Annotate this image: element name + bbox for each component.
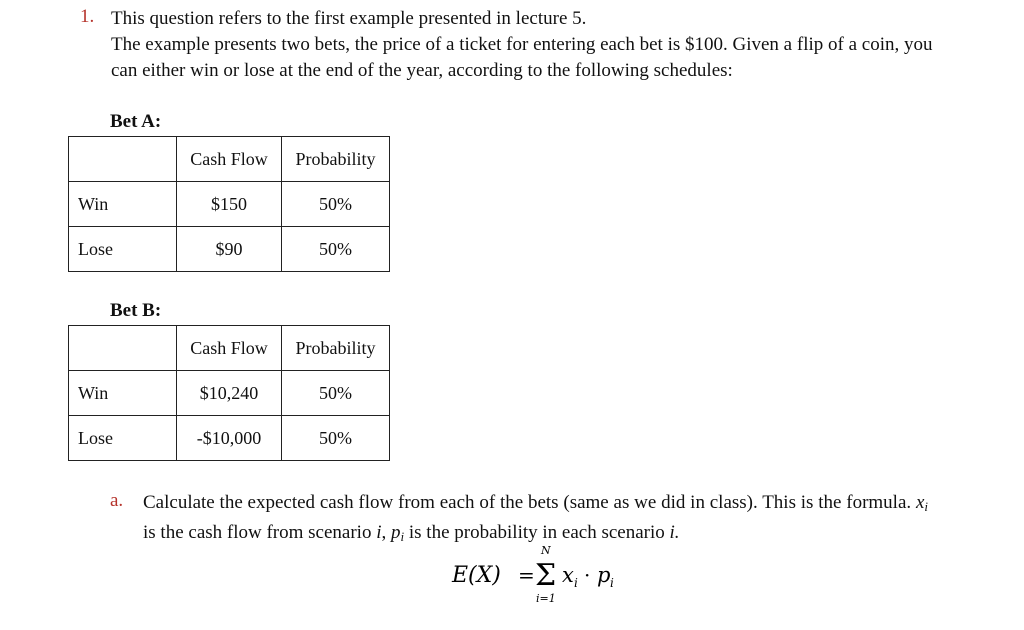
formula-lower-limit: i=1 <box>536 592 556 605</box>
bet-b-lose-cash-flow: -$10,000 <box>177 416 282 461</box>
subquestion-letter: a. <box>110 490 124 511</box>
subquestion-text-3: is the probability in each scenario <box>408 522 665 543</box>
question-line-2: The example presents two bets, the price of a ticket for entering each bet is $100. Given a flip of a coin, you can either win or lose at the end of the year, according to the following schedules: <box>111 34 933 81</box>
bet-b-header-cash-flow: Cash Flow <box>177 326 282 371</box>
bet-b-header-probability: Probability <box>282 326 390 371</box>
bet-b-win-probability: 50% <box>282 371 390 416</box>
formula-equals: = <box>518 563 535 587</box>
end-var-i: i. <box>669 522 680 543</box>
formula-term-p-sub: i <box>610 576 614 590</box>
var-i: i <box>376 522 382 543</box>
bet-a-header-cash-flow: Cash Flow <box>177 137 282 182</box>
formula-term-x-sub: i <box>574 576 578 590</box>
table-row <box>69 416 390 461</box>
var-x: x <box>915 492 925 513</box>
bet-b-header-row <box>69 326 390 371</box>
comma: , <box>381 522 387 543</box>
bet-b-lose-probability: 50% <box>282 416 390 461</box>
table-row <box>69 182 390 227</box>
var-x-subscript: i <box>924 499 929 514</box>
bet-b-lose-outcome: Lose <box>69 416 177 461</box>
bet-a-lose-cash-flow: $90 <box>177 227 282 272</box>
bet-a-win-cash-flow: $150 <box>177 182 282 227</box>
bet-b-table <box>68 325 390 461</box>
subquestion-text-1: Calculate the expected cash flow from each of the bets (same as we did in class). This is the formula. <box>143 492 912 513</box>
bet-a-label: Bet A: <box>110 111 162 132</box>
var-p-subscript: i <box>400 529 405 544</box>
formula-lhs: E(X) <box>452 563 501 588</box>
question-text <box>111 6 941 84</box>
formula-sigma: Σ <box>535 558 557 593</box>
bet-a-table <box>68 136 390 272</box>
bet-b-header-blank <box>69 326 177 371</box>
bet-a-lose-outcome: Lose <box>69 227 177 272</box>
bet-a-header-blank <box>69 137 177 182</box>
bet-a-lose-probability: 50% <box>282 227 390 272</box>
formula-term-x: x <box>562 563 574 587</box>
subquestion-text-2: is the cash flow from scenario <box>143 522 372 543</box>
bet-a-win-probability: 50% <box>282 182 390 227</box>
table-row <box>69 227 390 272</box>
bet-a-header-row <box>69 137 390 182</box>
formula-dot: · <box>584 563 591 587</box>
question-number: 1. <box>80 6 95 27</box>
question-line-1: This question refers to the first example presented in lecture 5. <box>111 8 587 29</box>
table-row <box>69 371 390 416</box>
bet-b-label: Bet B: <box>110 300 162 321</box>
bet-b-win-cash-flow: $10,240 <box>177 371 282 416</box>
bet-b-win-outcome: Win <box>69 371 177 416</box>
var-p: p <box>391 522 401 543</box>
formula-upper-limit: N <box>541 544 551 557</box>
bet-a-header-probability: Probability <box>282 137 390 182</box>
formula-term-p: p <box>597 563 611 587</box>
expected-value-formula <box>450 540 650 610</box>
bet-a-win-outcome: Win <box>69 182 177 227</box>
